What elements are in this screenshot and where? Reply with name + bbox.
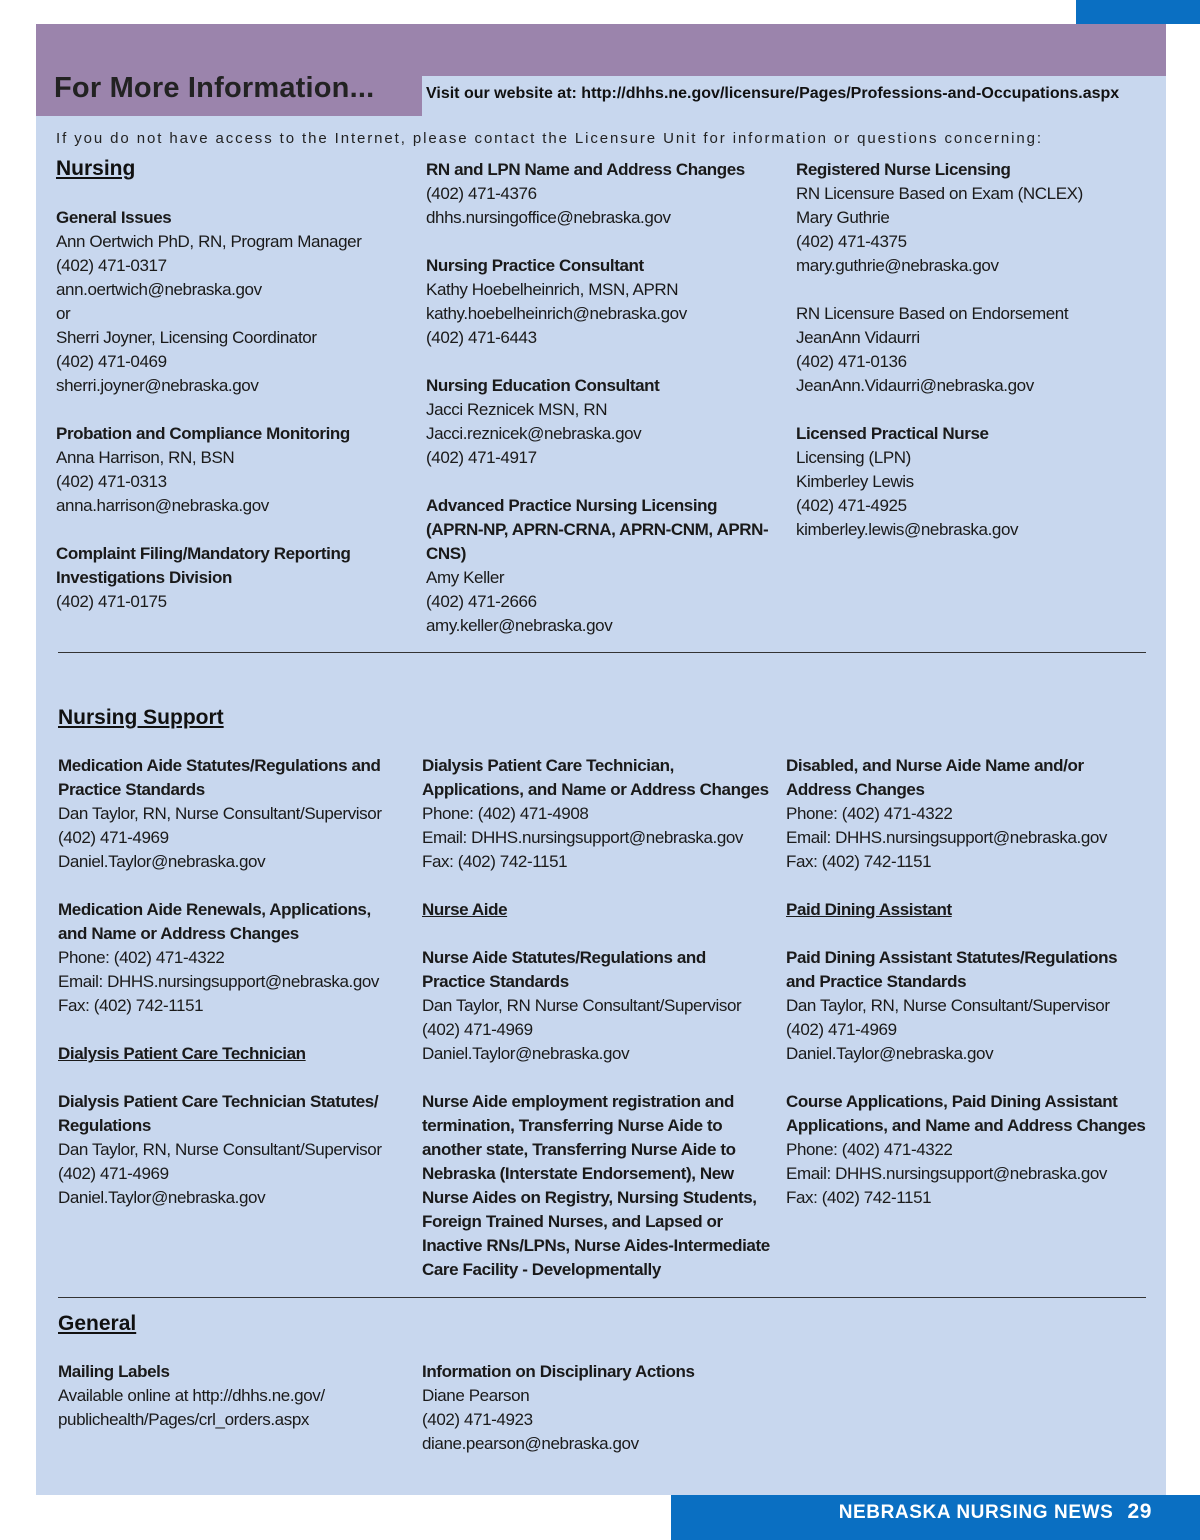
- contact-link[interactable]: kathy.hoebelheinrich@nebraska.gov: [426, 304, 687, 323]
- contact-block: [422, 754, 772, 874]
- nursing-support-column-1: [58, 754, 403, 1234]
- contact-block: [786, 1090, 1146, 1210]
- contact-link[interactable]: Email: DHHS.nursingsupport@nebraska.gov: [422, 828, 744, 847]
- contact-block: [786, 898, 1146, 922]
- contact-link[interactable]: diane.pearson@nebraska.gov: [422, 1434, 639, 1453]
- contact-link[interactable]: mary.guthrie@nebraska.gov: [796, 256, 999, 275]
- contact-block: [58, 1042, 403, 1066]
- nursing-column-1: [56, 206, 396, 638]
- page-title: For More Information...: [54, 72, 375, 104]
- contact-block: [58, 1090, 403, 1210]
- contact-block: [426, 158, 771, 230]
- nursing-support-column-3: [786, 754, 1146, 1234]
- general-column-1: [58, 1360, 403, 1456]
- contact-line: Fax: (402) 742-1151: [422, 852, 568, 871]
- contact-block: [56, 206, 396, 398]
- contact-block: [796, 302, 1141, 398]
- contact-link[interactable]: dhhs.nursingoffice@nebraska.gov: [426, 208, 671, 227]
- contact-line: JeanAnn Vidaurri: [796, 328, 920, 347]
- contact-heading: Paid Dining Assistant: [786, 900, 952, 919]
- contact-line: (402) 471-4375: [796, 232, 907, 251]
- contact-line: Fax: (402) 742-1151: [58, 996, 204, 1015]
- contact-heading: Nursing Practice Consultant: [426, 256, 644, 275]
- nursing-support-column-2: [422, 754, 772, 1306]
- contact-line: Fax: (402) 742-1151: [786, 852, 932, 871]
- contact-line: (402) 471-4925: [796, 496, 907, 515]
- contact-heading: Medication Aide Statutes/Regulations and Practice Standards: [58, 756, 381, 799]
- contact-line: RN Licensure Based on Endorsement: [796, 304, 1069, 323]
- contact-line: Fax: (402) 742-1151: [786, 1188, 932, 1207]
- contact-link[interactable]: kimberley.lewis@nebraska.gov: [796, 520, 1019, 539]
- section-divider: [58, 1297, 1146, 1298]
- contact-heading: Dialysis Patient Care Technician: [58, 1044, 306, 1063]
- contact-line: Licensing (LPN): [796, 448, 911, 467]
- contact-line: (402) 471-2666: [426, 592, 537, 611]
- contact-line: Sherri Joyner, Licensing Coordinator: [56, 328, 317, 347]
- contact-line: Dan Taylor, RN, Nurse Consultant/Supervisor: [58, 1140, 382, 1159]
- contact-link[interactable]: JeanAnn.Vidaurri@nebraska.gov: [796, 376, 1034, 395]
- contact-heading: Nurse Aide employment registration and termination, Transferring Nurse Aide to another state, Transferring Nurse Aide to Nebraska (Interstate Endorsement), New Nurse Aides on Registry, Nursing Students, Foreign Trained Nurses, and Lapsed or Inactive RNs/LPNs, Nurse Aides-Intermediate Care Facility - Developmentally: [422, 1092, 770, 1279]
- contact-heading: Nurse Aide: [422, 900, 508, 919]
- contact-heading: Licensed Practical Nurse: [796, 424, 989, 443]
- contact-line: or: [56, 304, 71, 323]
- contact-heading: Complaint Filing/Mandatory Reporting: [56, 544, 351, 563]
- contact-line: Phone: (402) 471-4322: [58, 948, 225, 967]
- contact-line: (402) 471-4969: [786, 1020, 897, 1039]
- contact-line: (402) 471-0317: [56, 256, 167, 275]
- website-link[interactable]: Visit our website at: http://dhhs.ne.gov/licensure/Pages/Professions-and-Occupations.aspx: [426, 85, 1120, 102]
- nursing-column-2: [426, 158, 771, 662]
- contact-heading: Disabled, and Nurse Aide Name and/or Address Changes: [786, 756, 1084, 799]
- contact-heading: Information on Disciplinary Actions: [422, 1362, 695, 1381]
- section-heading-nursing-support: Nursing Support: [58, 706, 224, 729]
- contact-block: [422, 898, 772, 922]
- contact-line: Dan Taylor, RN, Nurse Consultant/Supervisor: [58, 804, 382, 823]
- contact-line: Phone: (402) 471-4322: [786, 804, 953, 823]
- contact-link[interactable]: Daniel.Taylor@nebraska.gov: [58, 852, 266, 871]
- contact-block: [56, 422, 396, 518]
- contact-block: [58, 898, 403, 1018]
- footer: [839, 1500, 1152, 1524]
- contact-heading: Dialysis Patient Care Technician, Applications, and Name or Address Changes: [422, 756, 769, 799]
- contact-line: RN Licensure Based on Exam (NCLEX): [796, 184, 1083, 203]
- contact-block: [422, 1090, 772, 1282]
- contact-line: Anna Harrison, RN, BSN: [56, 448, 235, 467]
- contact-heading: Course Applications, Paid Dining Assistant Applications, and Name and Address Changes: [786, 1092, 1146, 1135]
- contact-block: [58, 1360, 403, 1432]
- contact-line: Kathy Hoebelheinrich, MSN, APRN: [426, 280, 679, 299]
- contact-link[interactable]: Email: DHHS.nursingsupport@nebraska.gov: [786, 828, 1108, 847]
- contact-line: Mary Guthrie: [796, 208, 890, 227]
- contact-line: publichealth/Pages/crl_orders.aspx: [58, 1410, 309, 1429]
- contact-block: [422, 1360, 772, 1456]
- contact-heading: Dialysis Patient Care Technician Statutes/ Regulations: [58, 1092, 379, 1135]
- contact-heading: Advanced Practice Nursing Licensing (APRN-NP, APRN-CRNA, APRN-CNM, APRN-CNS): [426, 496, 769, 563]
- general-column-2: [422, 1360, 772, 1480]
- contact-block: [426, 374, 771, 470]
- contact-line: Phone: (402) 471-4908: [422, 804, 589, 823]
- contact-line: Diane Pearson: [422, 1386, 530, 1405]
- section-heading-general: General: [58, 1312, 137, 1335]
- contact-line: (402) 471-0136: [796, 352, 907, 371]
- contact-line: Jacci Reznicek MSN, RN: [426, 400, 608, 419]
- contact-heading: Medication Aide Renewals, Applications, and Name or Address Changes: [58, 900, 371, 943]
- contact-line: Dan Taylor, RN Nurse Consultant/Supervisor: [422, 996, 742, 1015]
- contact-line: Amy Keller: [426, 568, 505, 587]
- contact-block: [796, 422, 1141, 542]
- contact-link[interactable]: anna.harrison@nebraska.gov: [56, 496, 269, 515]
- contact-block: [786, 754, 1146, 874]
- contact-block: [426, 254, 771, 350]
- contact-line: (402) 471-0469: [56, 352, 167, 371]
- publication-name: NEBRASKA NURSING NEWS: [838, 1502, 1114, 1523]
- contact-link[interactable]: Daniel.Taylor@nebraska.gov: [422, 1044, 630, 1063]
- contact-line: Phone: (402) 471-4322: [786, 1140, 953, 1159]
- contact-link[interactable]: ann.oertwich@nebraska.gov: [56, 280, 262, 299]
- corner-accent-tab: [1076, 0, 1200, 24]
- contact-heading: Paid Dining Assistant Statutes/Regulations and Practice Standards: [786, 948, 1118, 991]
- contact-line: (402) 471-4969: [58, 1164, 169, 1183]
- contact-link[interactable]: Daniel.Taylor@nebraska.gov: [786, 1044, 994, 1063]
- contact-line: (402) 471-4969: [422, 1020, 533, 1039]
- nursing-column-3: [796, 158, 1141, 566]
- contact-heading: Registered Nurse Licensing: [796, 160, 1011, 179]
- contact-block: [786, 946, 1146, 1066]
- contact-heading: RN and LPN Name and Address Changes: [426, 160, 745, 179]
- contact-link[interactable]: amy.keller@nebraska.gov: [426, 616, 613, 635]
- contact-block: [56, 542, 396, 614]
- contact-link[interactable]: Email: DHHS.nursingsupport@nebraska.gov: [58, 972, 380, 991]
- contact-line: (402) 471-6443: [426, 328, 537, 347]
- section-heading-nursing: Nursing: [56, 157, 136, 180]
- header-band: [36, 24, 1166, 76]
- contact-block: [796, 158, 1141, 278]
- page-number: 29: [1127, 1500, 1152, 1523]
- contact-block: [426, 494, 771, 638]
- contact-line: (402) 471-0175: [56, 592, 167, 611]
- contact-line: Ann Oertwich PhD, RN, Program Manager: [56, 232, 362, 251]
- contact-heading: Nursing Education Consultant: [426, 376, 660, 395]
- contact-line: (402) 471-4917: [426, 448, 537, 467]
- contact-link[interactable]: Daniel.Taylor@nebraska.gov: [58, 1188, 266, 1207]
- contact-line: Dan Taylor, RN, Nurse Consultant/Supervisor: [786, 996, 1110, 1015]
- contact-line: (402) 471-4923: [422, 1410, 533, 1429]
- contact-link[interactable]: sherri.joyner@nebraska.gov: [56, 376, 259, 395]
- contact-line: (402) 471-4376: [426, 184, 537, 203]
- contact-link[interactable]: Email: DHHS.nursingsupport@nebraska.gov: [786, 1164, 1108, 1183]
- intro-text: If you do not have access to the Internet, please contact the Licensure Unit for information or questions concerning:: [56, 130, 1043, 147]
- contact-line: (402) 471-4969: [58, 828, 169, 847]
- contact-block: [58, 754, 403, 874]
- contact-heading: Mailing Labels: [58, 1362, 170, 1381]
- contact-subheading: Investigations Division: [56, 568, 232, 587]
- contact-heading: Probation and Compliance Monitoring: [56, 424, 350, 443]
- contact-line: Kimberley Lewis: [796, 472, 914, 491]
- contact-heading: Nurse Aide Statutes/Regulations and Practice Standards: [422, 948, 706, 991]
- contact-heading: General Issues: [56, 208, 172, 227]
- contact-link[interactable]: Jacci.reznicek@nebraska.gov: [426, 424, 642, 443]
- contact-line: (402) 471-0313: [56, 472, 167, 491]
- section-divider: [58, 652, 1146, 653]
- contact-link[interactable]: Available online at http://dhhs.ne.gov/: [58, 1386, 325, 1405]
- contact-block: [422, 946, 772, 1066]
